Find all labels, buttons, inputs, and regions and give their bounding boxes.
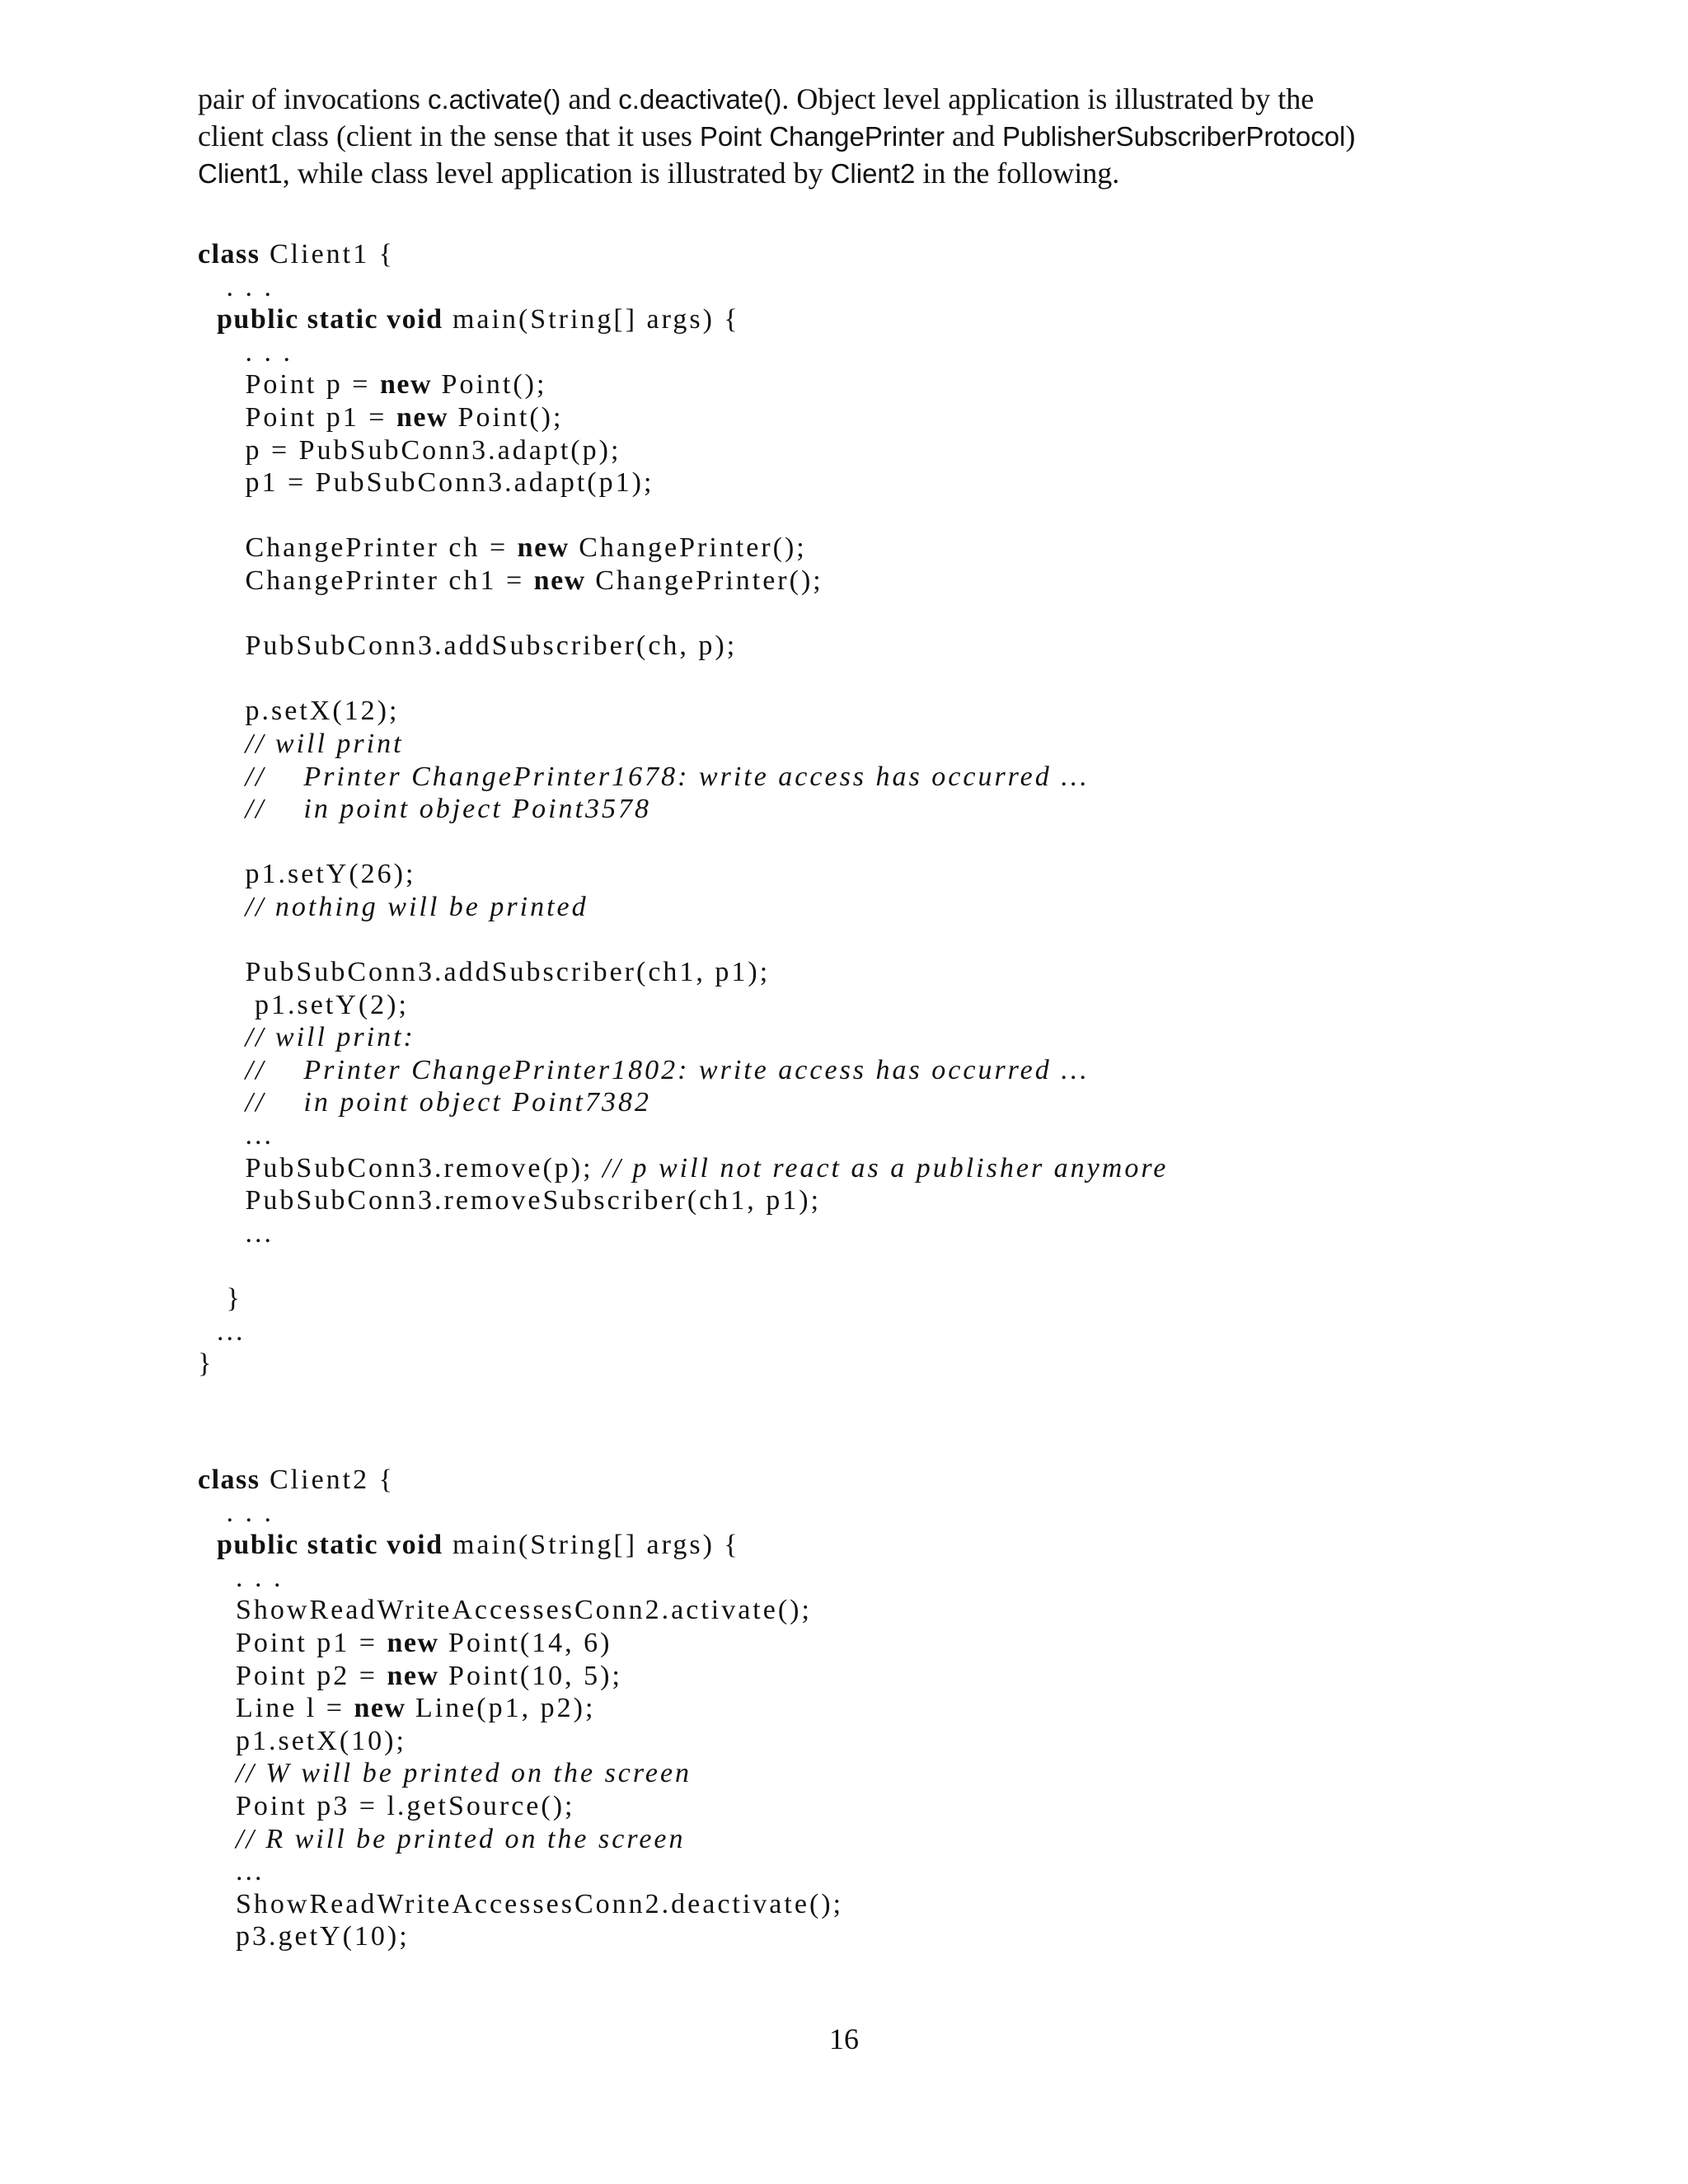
code-line: [198, 271, 1517, 304]
code-text: [198, 794, 246, 824]
code-line: [198, 1184, 1517, 1217]
code-line: [198, 565, 1517, 598]
code-line: [198, 238, 1517, 271]
code-text: PubSubConn3.addSubscriber(ch, p);: [198, 630, 738, 662]
code-line: [198, 336, 1517, 369]
code-line: [198, 1888, 1517, 1921]
code-comment: // will print:: [245, 1022, 415, 1053]
code-keyword: new: [396, 401, 449, 433]
code-line: [198, 532, 1517, 565]
code-line: [198, 1086, 1517, 1119]
code-text: ...: [198, 1315, 246, 1347]
code-text: [198, 1758, 236, 1788]
code-text: Point p =: [198, 369, 380, 401]
code-line: [198, 761, 1517, 794]
code-text: . . .: [198, 1497, 274, 1528]
code-comment: // W will be printed on the screen: [236, 1758, 692, 1789]
code-comment: // nothing will be printed: [245, 891, 588, 922]
code-text: . . .: [198, 271, 274, 302]
code-text: ChangePrinter ch1 =: [198, 565, 534, 596]
code-comment: // in point object Point3578: [245, 794, 651, 825]
text-run: pair of invocations: [198, 82, 428, 115]
code-text: Point(10, 5);: [438, 1660, 622, 1691]
text-run: and: [560, 82, 619, 115]
code-keyword: new: [387, 1660, 439, 1691]
code-line: [198, 466, 1517, 499]
code-text: Point();: [448, 401, 564, 433]
intro-line: [198, 118, 1492, 155]
code-line: [198, 499, 1517, 532]
code-line: [198, 1790, 1517, 1823]
code-keyword: public static void: [217, 1530, 443, 1561]
code-text: }: [198, 1348, 214, 1380]
code-comment: // in point object Point7382: [245, 1087, 651, 1118]
code-line: [198, 1021, 1517, 1054]
code-text: [198, 1022, 246, 1052]
intro-line: [198, 81, 1492, 118]
code-text: Client2 {: [260, 1465, 395, 1495]
code-line: [198, 1920, 1517, 1953]
code-text: main(String[] args) {: [443, 304, 740, 335]
code-text: ...: [198, 1217, 274, 1249]
code-line: [198, 368, 1517, 401]
code-line: [198, 1119, 1517, 1152]
code-text: [198, 892, 246, 922]
text-run: in the following.: [915, 157, 1120, 190]
code-line: [198, 401, 1517, 434]
code-text: p1.setY(26);: [198, 859, 416, 890]
code-listing-client1: [198, 238, 1517, 1380]
inline-code: PublisherSubscriberProtocol: [1002, 121, 1346, 152]
code-text: ChangePrinter();: [569, 532, 807, 564]
code-comment: // will print: [245, 728, 404, 759]
code-line: [198, 1855, 1517, 1888]
code-line: [198, 1282, 1517, 1315]
code-line: [198, 1497, 1517, 1530]
code-text: . . .: [198, 1562, 284, 1593]
code-text: Point p3 = l.getSource();: [198, 1790, 575, 1821]
code-keyword: new: [533, 565, 586, 596]
code-text: [198, 729, 246, 759]
code-text: [198, 1055, 246, 1085]
code-line: [198, 1660, 1517, 1693]
code-comment: // R will be printed on the screen: [236, 1823, 686, 1854]
code-text: Line(p1, p2);: [406, 1693, 596, 1724]
code-line: [198, 891, 1517, 924]
code-text: ChangePrinter ch =: [198, 532, 518, 564]
code-keyword: new: [379, 369, 433, 401]
code-line: [198, 826, 1517, 859]
code-comment: // Printer ChangePrinter1678: write access has occurred ...: [245, 761, 1090, 792]
code-line: [198, 663, 1517, 696]
inline-code: c.deactivate(): [618, 84, 782, 115]
code-line: [198, 923, 1517, 956]
code-text: Point();: [432, 369, 547, 401]
inline-code: Point ChangePrinter: [699, 121, 945, 152]
code-text: PubSubConn3.addSubscriber(ch1, p1);: [198, 957, 771, 988]
code-listing-client2: [198, 1464, 1517, 1953]
code-keyword: new: [387, 1627, 439, 1658]
code-text: [198, 1824, 236, 1854]
code-text: Client1 {: [260, 239, 395, 269]
code-text: ShowReadWriteAccessesConn2.activate();: [198, 1595, 812, 1626]
code-text: [198, 304, 217, 335]
code-line: [198, 858, 1517, 891]
code-text: p1.setX(10);: [198, 1725, 406, 1756]
code-text: ...: [198, 1120, 274, 1151]
intro-line: [198, 155, 1492, 192]
inline-code: c.activate(): [427, 84, 561, 115]
text-run: , while class level application is illustrated by: [282, 157, 831, 190]
inline-code: Client1: [198, 158, 283, 189]
code-keyword: class: [198, 1465, 260, 1495]
code-text: ...: [198, 1856, 265, 1887]
code-text: }: [198, 1283, 242, 1314]
code-keyword: class: [198, 239, 260, 269]
code-line: [198, 1627, 1517, 1660]
code-line: [198, 1347, 1517, 1380]
code-text: ShowReadWriteAccessesConn2.deactivate();: [198, 1888, 844, 1919]
code-keyword: new: [354, 1693, 406, 1724]
code-text: p = PubSubConn3.adapt(p);: [198, 434, 621, 466]
code-line: [198, 1562, 1517, 1595]
code-line: [198, 989, 1517, 1022]
code-text: Line l =: [198, 1693, 354, 1724]
code-line: [198, 1315, 1517, 1348]
code-line: [198, 1054, 1517, 1087]
intro-paragraph: [198, 81, 1492, 192]
code-line: [198, 1757, 1517, 1790]
code-text: p1 = PubSubConn3.adapt(p1);: [198, 467, 654, 499]
code-text: PubSubConn3.removeSubscriber(ch1, p1);: [198, 1185, 822, 1216]
code-line: [198, 1725, 1517, 1758]
code-line: [198, 695, 1517, 728]
code-text: ChangePrinter();: [585, 565, 823, 596]
code-line: [198, 303, 1517, 336]
code-text: main(String[] args) {: [443, 1530, 740, 1561]
code-line: [198, 434, 1517, 467]
code-text: PubSubConn3.remove(p);: [198, 1152, 603, 1183]
code-line: [198, 1823, 1517, 1856]
code-line: [198, 598, 1517, 630]
code-line: [198, 630, 1517, 663]
code-text: [198, 1087, 246, 1118]
code-line: [198, 1692, 1517, 1725]
code-text: p3.getY(10);: [198, 1921, 410, 1952]
code-text: [198, 1530, 217, 1560]
page-number: 16: [829, 2022, 859, 2055]
code-line: [198, 1594, 1517, 1627]
code-line: [198, 956, 1517, 989]
code-text: . . .: [198, 336, 293, 368]
code-text: Point(14, 6): [438, 1627, 612, 1658]
code-text: Point p1 =: [198, 1627, 387, 1658]
text-run: and: [945, 120, 1003, 152]
code-text: Point p2 =: [198, 1660, 387, 1691]
code-line: [198, 1464, 1517, 1497]
code-text: p.setX(12);: [198, 696, 400, 727]
code-text: Point p1 =: [198, 401, 396, 433]
code-line: [198, 1529, 1517, 1562]
inline-code: Client2: [830, 158, 916, 189]
code-comment: // p will not react as a publisher anymore: [603, 1152, 1169, 1183]
text-run: . Object level application is illustrated by the: [781, 82, 1315, 115]
code-keyword: public static void: [217, 304, 443, 335]
code-text: p1.setY(2);: [198, 989, 409, 1020]
text-run: client class (client in the sense that it uses: [198, 120, 700, 152]
code-line: [198, 728, 1517, 761]
code-keyword: new: [517, 532, 570, 564]
code-line: [198, 1217, 1517, 1250]
text-run: ): [1345, 120, 1356, 152]
code-line: [198, 1152, 1517, 1185]
code-comment: // Printer ChangePrinter1802: write access has occurred ...: [245, 1054, 1090, 1085]
code-line: [198, 793, 1517, 826]
code-text: [198, 762, 246, 792]
code-line: [198, 1249, 1517, 1282]
